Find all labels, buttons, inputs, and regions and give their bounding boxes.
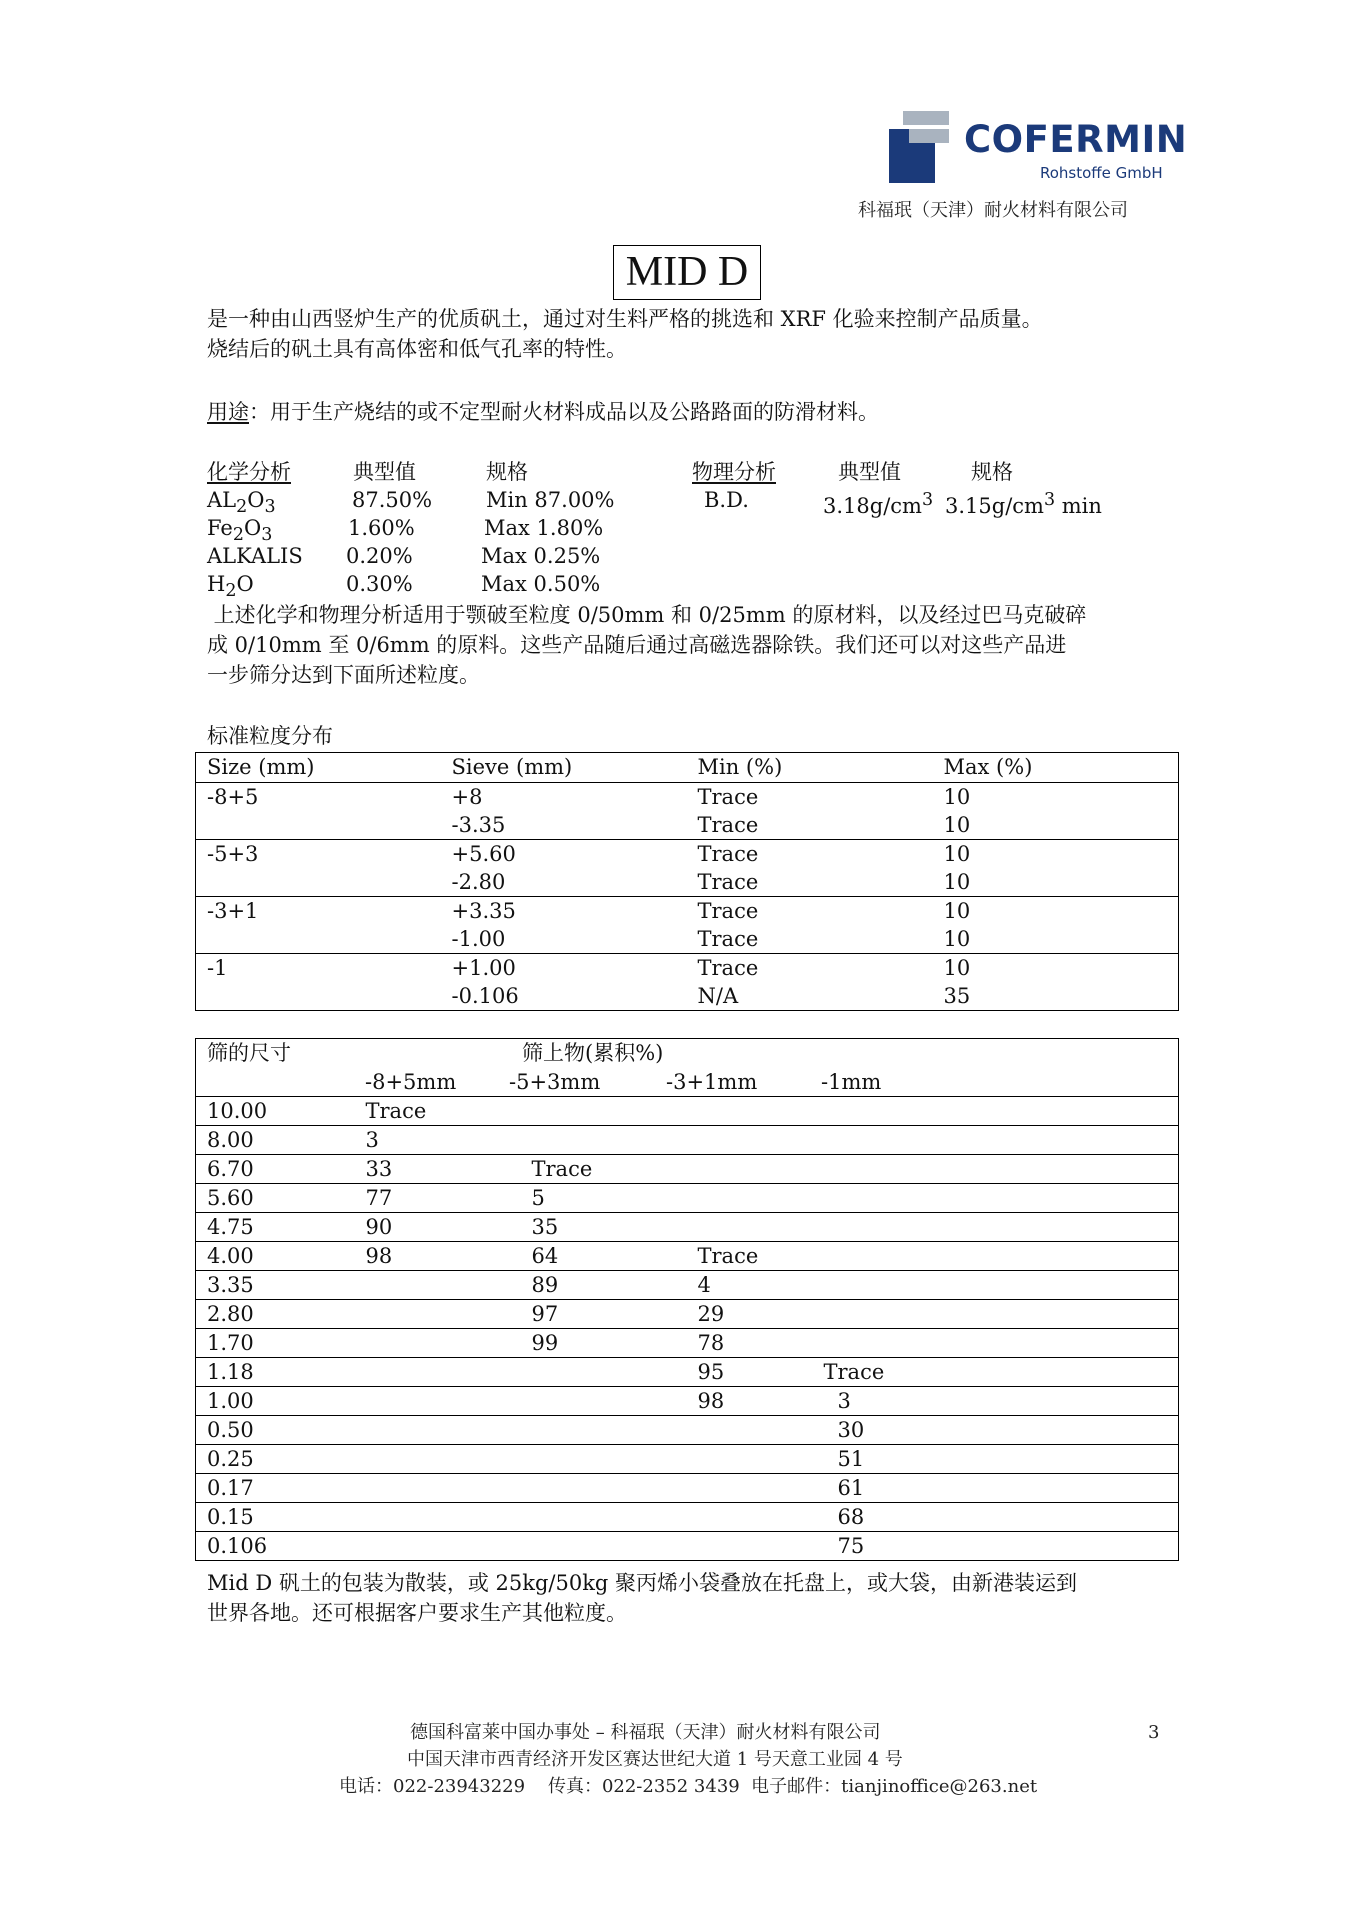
table-cell: [684, 1184, 824, 1213]
table-cell: 3: [824, 1387, 1179, 1416]
table-cell: 0.15: [196, 1503, 354, 1532]
table-cell: 0.50: [196, 1416, 354, 1445]
table-cell: Trace: [697, 842, 759, 866]
table-cell: 89: [514, 1271, 684, 1300]
subheader: -1mm: [821, 1070, 882, 1094]
table-cell: N/A: [697, 984, 739, 1008]
analysis-note: [207, 600, 1173, 690]
packing-line: Mid D 矾土的包装为散装，或 25kg/50kg 聚丙烯小袋叠放在托盘上，或大袋，由新港装运到: [207, 1571, 1078, 1595]
table-cell: 10: [933, 925, 1179, 954]
usage-text: ：用于生产烧结的或不定型耐火材料成品以及公路路面的防滑材料。: [249, 400, 879, 424]
table-header-row: [196, 753, 1179, 783]
subheader: -8+5mm: [365, 1070, 457, 1094]
table-cell: 10: [943, 956, 971, 980]
column-header: Max (%): [933, 753, 1179, 783]
table-cell: [514, 1445, 684, 1474]
table-cell: Trace: [687, 868, 933, 897]
table-cell: 10: [943, 899, 971, 923]
table-row: [196, 1300, 1179, 1329]
table-row: [196, 925, 1179, 954]
table-cell: [684, 1155, 824, 1184]
usage-label: 用途: [207, 400, 249, 424]
table-cell: -1.00: [441, 925, 687, 954]
chem-typical: 1.60%: [348, 516, 415, 540]
table-cell: Trace: [687, 811, 933, 840]
usage-paragraph: [207, 397, 1173, 427]
chem-spec: Max 1.80%: [484, 516, 604, 540]
table-cell: +3.35: [451, 899, 516, 923]
table-cell: -2.80: [441, 868, 687, 897]
table-cell: 5: [514, 1184, 684, 1213]
table-cell: 90: [354, 1213, 514, 1242]
chem-name: $AL_2O_3$: [207, 488, 276, 518]
table-cell: 4: [684, 1271, 824, 1300]
table-cell: [824, 1300, 1179, 1329]
table-cell: [354, 1474, 514, 1503]
subheader: -3+1mm: [666, 1070, 758, 1094]
table-cell: [514, 1474, 684, 1503]
table-cell: [354, 1271, 514, 1300]
table-cell: [684, 1445, 824, 1474]
table-row: [196, 1097, 1179, 1126]
table-row: [196, 1155, 1179, 1184]
table-cell: -8+5: [207, 785, 259, 809]
table-cell: -3.35: [441, 811, 687, 840]
table-cell: 5.60: [196, 1184, 354, 1213]
logo-name: COFERMIN: [964, 118, 1188, 161]
chem-header-spec: 规格: [486, 460, 528, 484]
table-row: [196, 783, 1179, 812]
sieve-size-header: 筛的尺寸: [207, 1041, 291, 1065]
table-cell: [514, 1358, 684, 1387]
note-line: 成 0/10mm 至 0/6mm 的原料。这些产品随后通过高磁选器除铁。我们还可以对这些产品进: [207, 633, 1067, 657]
table-cell: 35: [514, 1213, 684, 1242]
table-cell: 4.75: [196, 1213, 354, 1242]
table-cell: +8: [451, 785, 483, 809]
table-row: [196, 840, 1179, 869]
table-cell: 0.17: [196, 1474, 354, 1503]
table-row: [196, 1184, 1179, 1213]
table-cell: [514, 1387, 684, 1416]
footer-line-2: 中国天津市西青经济开发区赛达世纪大道 1 号天意工业园 4 号: [407, 1749, 903, 1770]
cumulative-header: 筛上物(累积%): [522, 1041, 664, 1065]
chem-spec: Max 0.50%: [481, 572, 601, 596]
table-cell: [354, 1532, 514, 1561]
table-cell: [514, 1097, 684, 1126]
table-row: [196, 1126, 1179, 1155]
table-cell: 10: [943, 842, 971, 866]
table-cell: [824, 1126, 1179, 1155]
sieve-cumulative-table: [195, 1038, 1179, 1561]
table-row: [196, 954, 1179, 983]
chem-header-name: 化学分析: [207, 460, 291, 484]
table-cell: [824, 1097, 1179, 1126]
note-line: 上述化学和物理分析适用于颚破至粒度 0/50mm 和 0/25mm 的原材料，以及经过巴马克破碎: [207, 603, 1087, 627]
table-header-row: [196, 1039, 1179, 1097]
table-cell: 61: [824, 1474, 1179, 1503]
table-cell: 3.35: [196, 1271, 354, 1300]
table-cell: [824, 1242, 1179, 1271]
table-cell: -3+1: [207, 899, 259, 923]
size-table-caption: 标准粒度分布: [207, 724, 333, 748]
table-cell: [354, 1358, 514, 1387]
table-cell: [354, 1329, 514, 1358]
table-cell: 3: [354, 1126, 514, 1155]
footer-line-3: 电话：022-23943229 传真：022-2352 3439 电子邮件：tianjinoffice@263.net: [339, 1776, 1038, 1797]
table-row: [196, 897, 1179, 926]
table-row: [196, 1329, 1179, 1358]
table-cell: [684, 1416, 824, 1445]
table-cell: 29: [684, 1300, 824, 1329]
table-cell: [354, 1387, 514, 1416]
table-cell: [354, 1416, 514, 1445]
table-cell: 77: [354, 1184, 514, 1213]
size-distribution-table: [195, 752, 1179, 1011]
logo-subtitle: Rohstoffe GmbH: [1040, 164, 1163, 182]
table-cell: -1: [207, 956, 228, 980]
table-cell: 1.70: [196, 1329, 354, 1358]
table-row: [196, 982, 1179, 1011]
table-cell: Trace: [514, 1155, 684, 1184]
table-cell: 8.00: [196, 1126, 354, 1155]
column-header: Size (mm): [196, 753, 441, 783]
packing-line: 世界各地。还可根据客户要求生产其他粒度。: [207, 1601, 627, 1625]
table-cell: 6.70: [196, 1155, 354, 1184]
phys-name: B.D.: [704, 488, 749, 512]
table-cell: [196, 868, 441, 897]
table-cell: [684, 1097, 824, 1126]
intro-line: 是一种由山西竖炉生产的优质矾土，通过对生料严格的挑选和 XRF 化验来控制产品质量。: [207, 307, 1043, 331]
table-cell: 4.00: [196, 1242, 354, 1271]
table-cell: [824, 1213, 1179, 1242]
table-cell: 1.18: [196, 1358, 354, 1387]
table-cell: 2.80: [196, 1300, 354, 1329]
chem-typical: 87.50%: [352, 488, 433, 512]
column-header: Sieve (mm): [441, 753, 687, 783]
footer-line-1: 德国科富莱中国办事处 – 科福珉（天津）耐火材料有限公司: [410, 1722, 881, 1743]
chem-spec: Max 0.25%: [481, 544, 601, 568]
table-cell: 33: [354, 1155, 514, 1184]
table-cell: 35: [943, 984, 971, 1008]
chem-typical: 0.20%: [346, 544, 413, 568]
table-row: [196, 1358, 1179, 1387]
table-cell: [196, 982, 441, 1011]
table-cell: Trace: [824, 1358, 1179, 1387]
phys-typical: $3.18g/cm^3$: [823, 490, 934, 518]
subheader: -5+3mm: [509, 1070, 601, 1094]
table-row: [196, 1445, 1179, 1474]
chem-name: ALKALIS: [207, 544, 303, 568]
table-cell: 95: [684, 1358, 824, 1387]
table-cell: [684, 1532, 824, 1561]
table-cell: 75: [837, 1534, 865, 1558]
table-cell: [514, 1126, 684, 1155]
phys-header-spec: 规格: [971, 460, 1013, 484]
phys-header-name: 物理分析: [692, 460, 776, 484]
table-cell: [824, 1155, 1179, 1184]
table-cell: 68: [824, 1503, 1179, 1532]
table-cell: 98: [684, 1387, 824, 1416]
table-cell: 30: [824, 1416, 1179, 1445]
table-cell: 97: [514, 1300, 684, 1329]
chem-header-typical: 典型值: [353, 460, 416, 484]
table-cell: Trace: [697, 899, 759, 923]
table-cell: [514, 1503, 684, 1532]
note-line: 一步筛分达到下面所述粒度。: [207, 663, 480, 687]
table-cell: [514, 1532, 684, 1561]
phys-spec: $3.15g/cm^3$ min: [945, 490, 1102, 518]
table-cell: Trace: [354, 1097, 514, 1126]
table-cell: [824, 1271, 1179, 1300]
table-row: [196, 1503, 1179, 1532]
table-header-cell: [196, 1039, 1179, 1097]
table-row: [196, 1242, 1179, 1271]
packing-paragraph: [207, 1568, 1173, 1628]
table-cell: 99: [514, 1329, 684, 1358]
table-cell: [354, 1503, 514, 1532]
table-cell: [684, 1126, 824, 1155]
table-cell: 10: [943, 785, 971, 809]
table-row: [196, 1532, 1179, 1561]
company-name-cn: 科福珉（天津）耐火材料有限公司: [858, 200, 1128, 221]
chem-typical: 0.30%: [346, 572, 413, 596]
table-cell: 0.25: [196, 1445, 354, 1474]
intro-paragraph: [207, 304, 1173, 364]
table-cell: +5.60: [451, 842, 516, 866]
table-row: [196, 1474, 1179, 1503]
product-title: MID D: [613, 245, 761, 300]
table-cell: 10: [933, 868, 1179, 897]
table-cell: [354, 1445, 514, 1474]
table-cell: [684, 1503, 824, 1532]
chem-spec: Min 87.00%: [486, 488, 615, 512]
table-cell: 10.00: [196, 1097, 354, 1126]
table-cell: [354, 1300, 514, 1329]
table-cell: -5+3: [207, 842, 259, 866]
table-cell: [684, 1474, 824, 1503]
chem-name: $Fe_2O_3$: [207, 516, 273, 546]
table-cell: [514, 1416, 684, 1445]
table-row: [196, 868, 1179, 897]
table-row: [196, 1387, 1179, 1416]
table-cell: 1.00: [196, 1387, 354, 1416]
table-row: [196, 1416, 1179, 1445]
cofermin-logo-icon: [889, 111, 949, 183]
table-cell: 64: [514, 1242, 684, 1271]
table-cell: 98: [354, 1242, 514, 1271]
table-cell: [196, 925, 441, 954]
chem-name: $H_2O$: [207, 572, 254, 602]
column-header: Min (%): [687, 753, 933, 783]
table-cell: Trace: [684, 1242, 824, 1271]
table-cell: 10: [933, 811, 1179, 840]
table-cell: [684, 1213, 824, 1242]
intro-line: 烧结后的矾土具有高体密和低气孔率的特性。: [207, 337, 627, 361]
phys-header-typical: 典型值: [838, 460, 901, 484]
table-cell: Trace: [697, 956, 759, 980]
table-cell: [824, 1329, 1179, 1358]
table-cell: +1.00: [451, 956, 516, 980]
table-cell: 78: [684, 1329, 824, 1358]
page-number: 3: [1148, 1722, 1160, 1743]
table-cell: [196, 811, 441, 840]
table-cell: 51: [824, 1445, 1179, 1474]
table-cell: -0.106: [451, 984, 519, 1008]
table-row: [196, 1213, 1179, 1242]
table-cell: 0.106: [207, 1534, 268, 1558]
table-row: [196, 811, 1179, 840]
table-row: [196, 1271, 1179, 1300]
table-cell: Trace: [697, 785, 759, 809]
table-cell: Trace: [687, 925, 933, 954]
table-cell: [824, 1184, 1179, 1213]
